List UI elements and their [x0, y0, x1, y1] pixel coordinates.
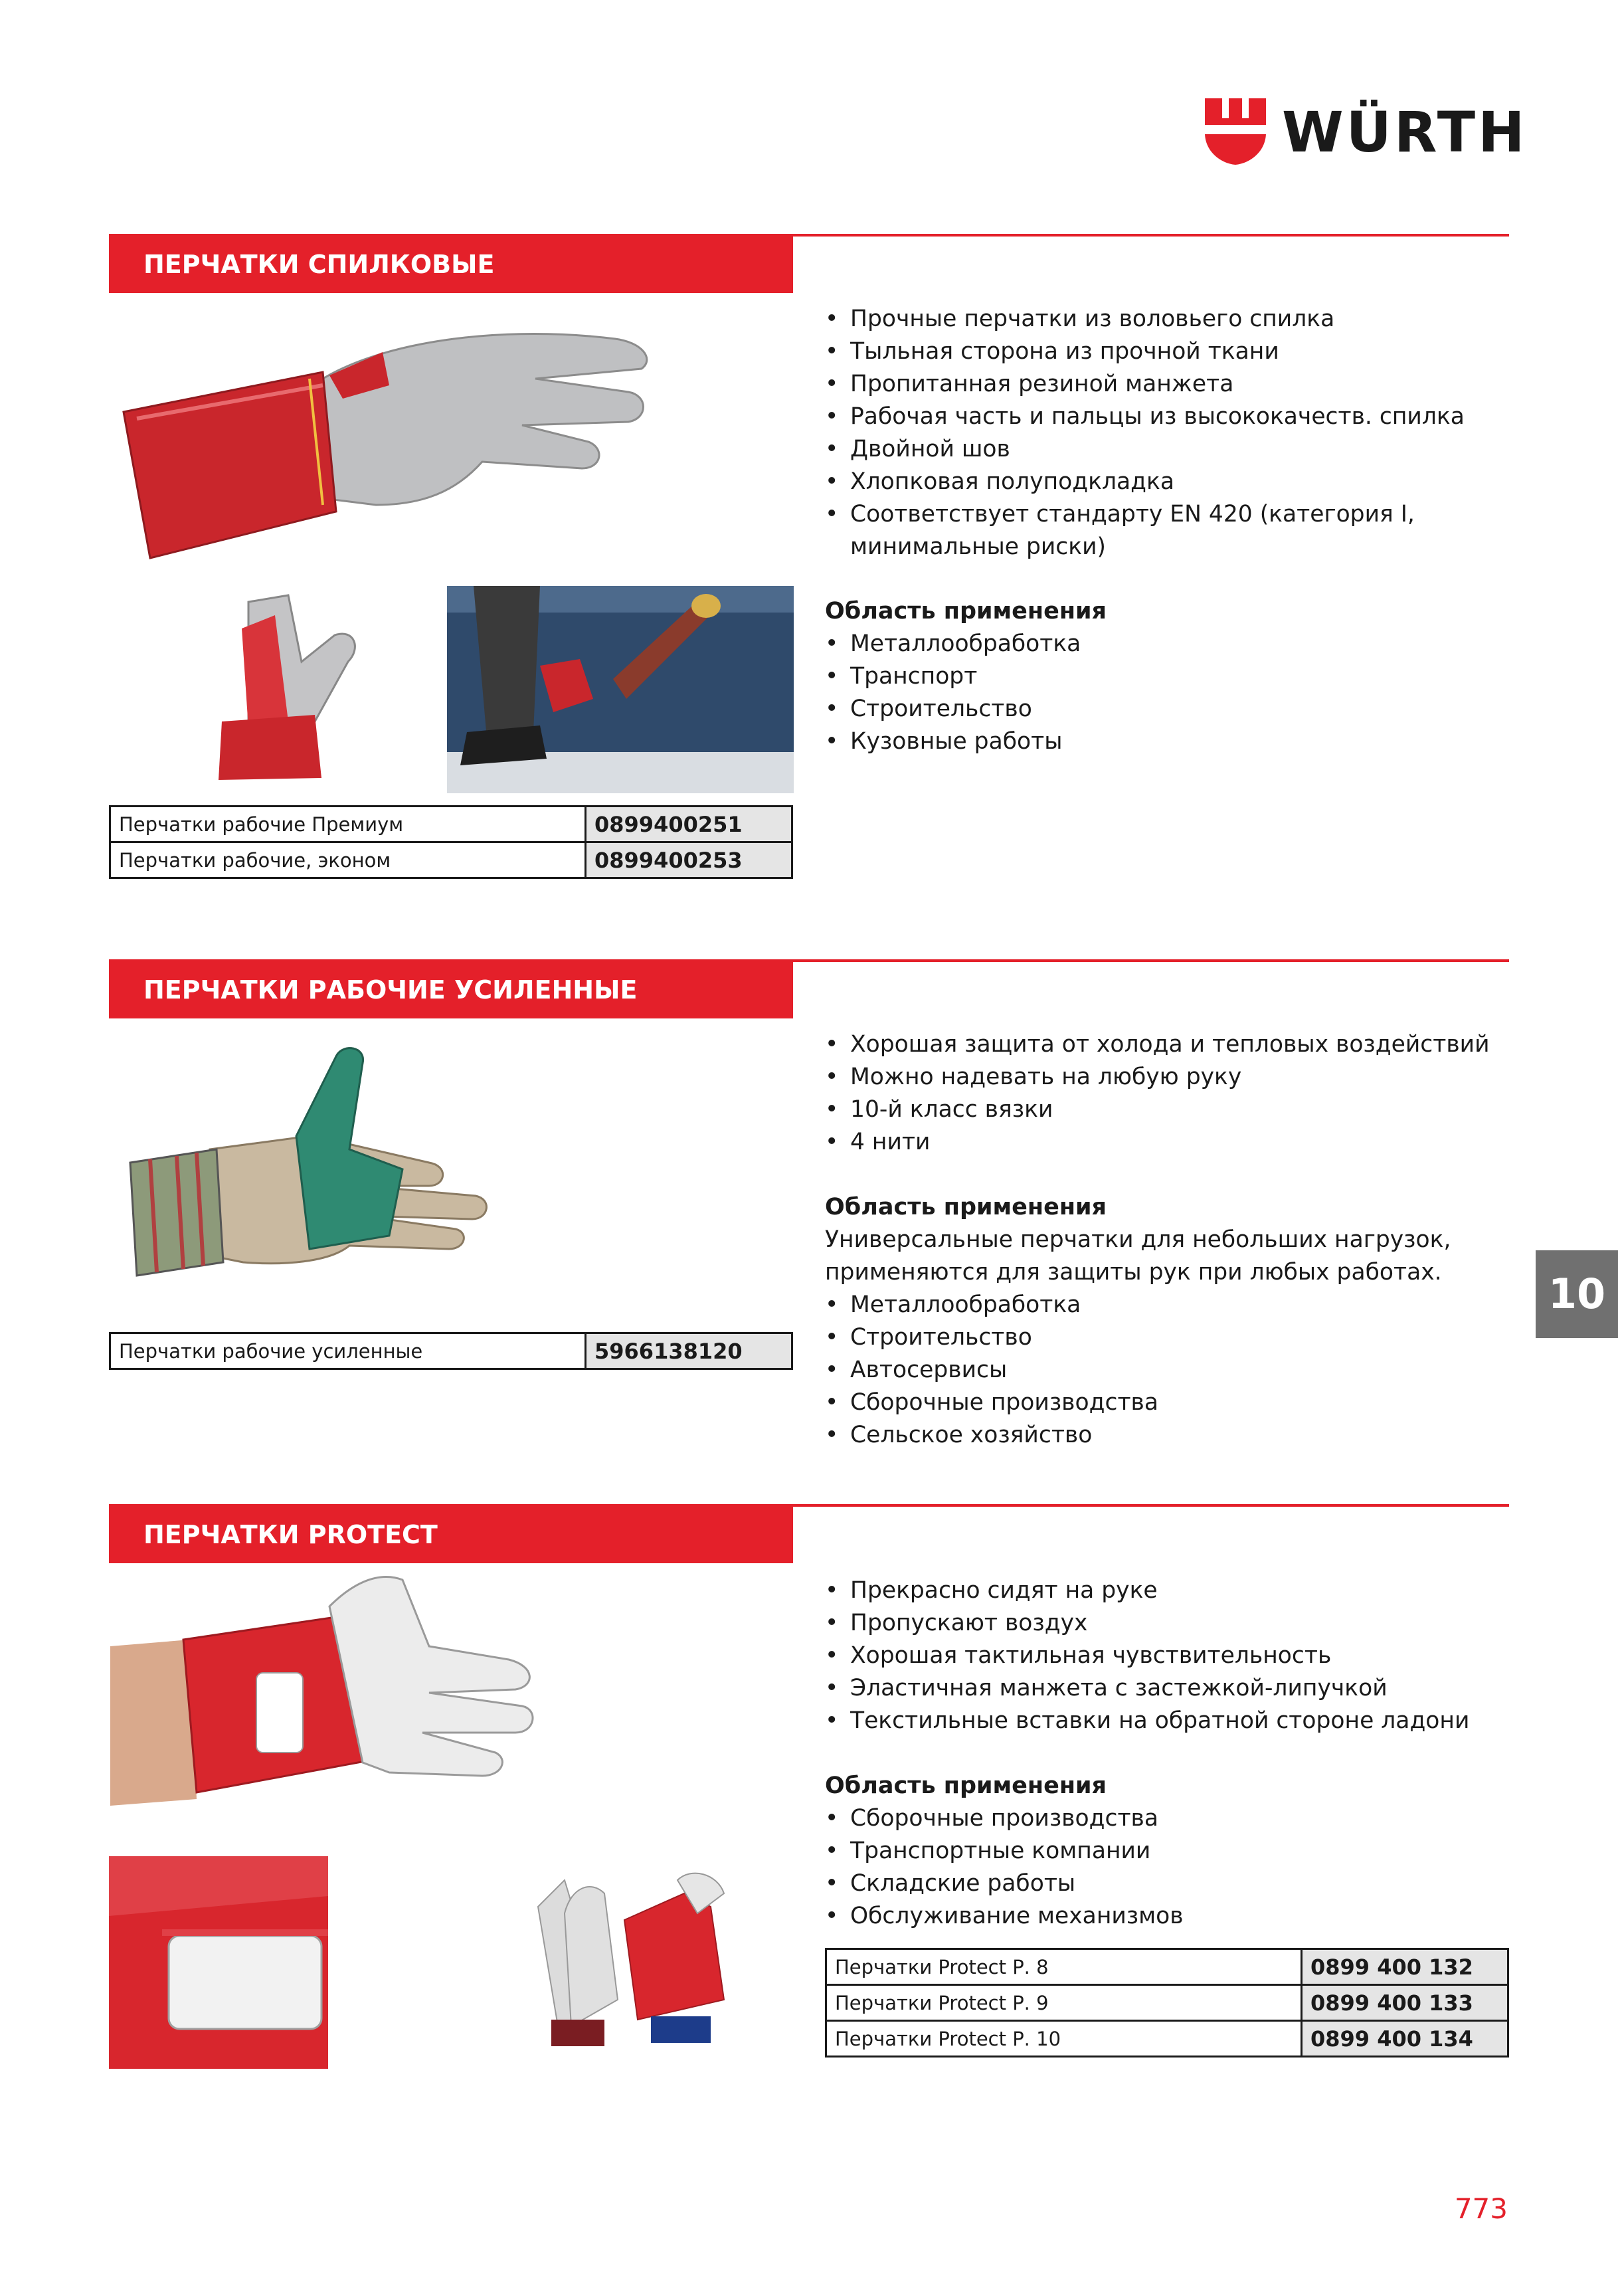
feature-item: • Соответствует стандарту EN 420 (категория I, минимальные риски) [825, 498, 1516, 563]
table-row [110, 807, 792, 842]
table-row [826, 2021, 1508, 2057]
table-row [826, 1985, 1508, 2021]
section-3-applications [825, 1802, 1516, 1933]
table-row [826, 1949, 1508, 1985]
product-name: Перчатки Protect Р. 8 [826, 1949, 1302, 1985]
reinforced-glove-image [110, 1036, 495, 1302]
feature-item: • Прочные перчатки из воловьего спилка [825, 303, 1516, 335]
product-name: Перчатки Protect Р. 9 [826, 1985, 1302, 2021]
section-2-title: ПЕРЧАТКИ РАБОЧИЕ УСИЛЕННЫЕ [109, 961, 793, 1018]
application-item: • Сборочные производства [825, 1802, 1516, 1835]
section-1-details [825, 303, 1516, 758]
wurth-logo [1202, 98, 1528, 165]
glove-small-image [142, 589, 395, 781]
feature-item: • Хорошая защита от холода и тепловых воздействий [825, 1028, 1516, 1061]
section-1-features [825, 303, 1516, 563]
feature-item: • Рабочая часть и пальцы из высококачеств. спилка [825, 401, 1516, 433]
brand-name: WÜRTH [1282, 100, 1528, 165]
application-item: • Транспортные компании [825, 1835, 1516, 1867]
application-heading: Область применения [825, 598, 1107, 624]
wurth-logo-icon [1202, 98, 1269, 165]
feature-item: • Двойной шов [825, 433, 1516, 466]
section-3-features [825, 1575, 1516, 1737]
leather-glove-image [110, 312, 662, 571]
product-name: Перчатки рабочие усиленные [110, 1333, 586, 1369]
application-item: • Сборочные производства [825, 1387, 1516, 1419]
section-3-product-table [825, 1948, 1509, 2057]
feature-item: • 10-й класс вязки [825, 1094, 1516, 1126]
protect-cuff-closeup-image [109, 1856, 328, 2069]
product-code: 0899 400 133 [1302, 1985, 1508, 2021]
application-description: Универсальные перчатки для небольших нагрузок, применяются для защиты рук при любых работах. [825, 1226, 1451, 1286]
application-item: • Строительство [825, 1321, 1516, 1354]
page-number: 773 [1454, 2192, 1508, 2225]
feature-item: • Хорошая тактильная чувствительность [825, 1640, 1516, 1672]
protect-glove-image [110, 1573, 542, 1828]
application-item: • Металлообработка [825, 1289, 1516, 1321]
feature-item: • Хлопковая полуподкладка [825, 466, 1516, 498]
product-code: 0899 400 134 [1302, 2021, 1508, 2057]
product-name: Перчатки Protect Р. 10 [826, 2021, 1302, 2057]
product-name: Перчатки рабочие Премиум [110, 807, 586, 842]
product-name: Перчатки рабочие, эконом [110, 842, 586, 878]
application-item: • Металлообработка [825, 628, 1516, 660]
feature-item: • Пропитанная резиной манжета [825, 368, 1516, 401]
application-item: • Строительство [825, 693, 1516, 725]
product-code: 0899400253 [586, 842, 792, 878]
table-row [110, 1333, 792, 1369]
worker-photo-image [447, 586, 794, 793]
section-2-details [825, 1028, 1516, 1452]
feature-item: • Тыльная сторона из прочной ткани [825, 335, 1516, 368]
application-heading: Область применения [825, 1194, 1107, 1220]
section-1-product-table [109, 805, 793, 879]
feature-item: • Эластичная манжета с застежкой-липучкой [825, 1672, 1516, 1705]
section-3-details [825, 1575, 1516, 1933]
section-2-features [825, 1028, 1516, 1159]
section-1-applications [825, 628, 1516, 758]
product-code: 5966138120 [586, 1333, 792, 1369]
protect-pair-image [525, 1867, 751, 2059]
application-item: • Кузовные работы [825, 725, 1516, 758]
feature-item: • Прекрасно сидят на руке [825, 1575, 1516, 1607]
feature-item: • Пропускают воздух [825, 1607, 1516, 1640]
section-2-applications [825, 1289, 1516, 1452]
product-code: 0899400251 [586, 807, 792, 842]
section-2-product-table [109, 1332, 793, 1370]
feature-item: • Можно надевать на любую руку [825, 1061, 1516, 1094]
application-item: • Складские работы [825, 1867, 1516, 1900]
feature-item: • Текстильные вставки на обратной стороне ладони [825, 1705, 1516, 1737]
feature-item: • 4 нити [825, 1126, 1516, 1159]
application-item: • Сельское хозяйство [825, 1419, 1516, 1452]
application-item: • Обслуживание механизмов [825, 1900, 1516, 1933]
section-3-title: ПЕРЧАТКИ PROTECT [109, 1506, 793, 1563]
table-row [110, 842, 792, 878]
section-1-title: ПЕРЧАТКИ СПИЛКОВЫЕ [109, 236, 793, 293]
application-heading: Область применения [825, 1772, 1107, 1799]
application-item: • Автосервисы [825, 1354, 1516, 1387]
chapter-tab: 10 [1536, 1250, 1618, 1338]
product-code: 0899 400 132 [1302, 1949, 1508, 1985]
application-item: • Транспорт [825, 660, 1516, 693]
